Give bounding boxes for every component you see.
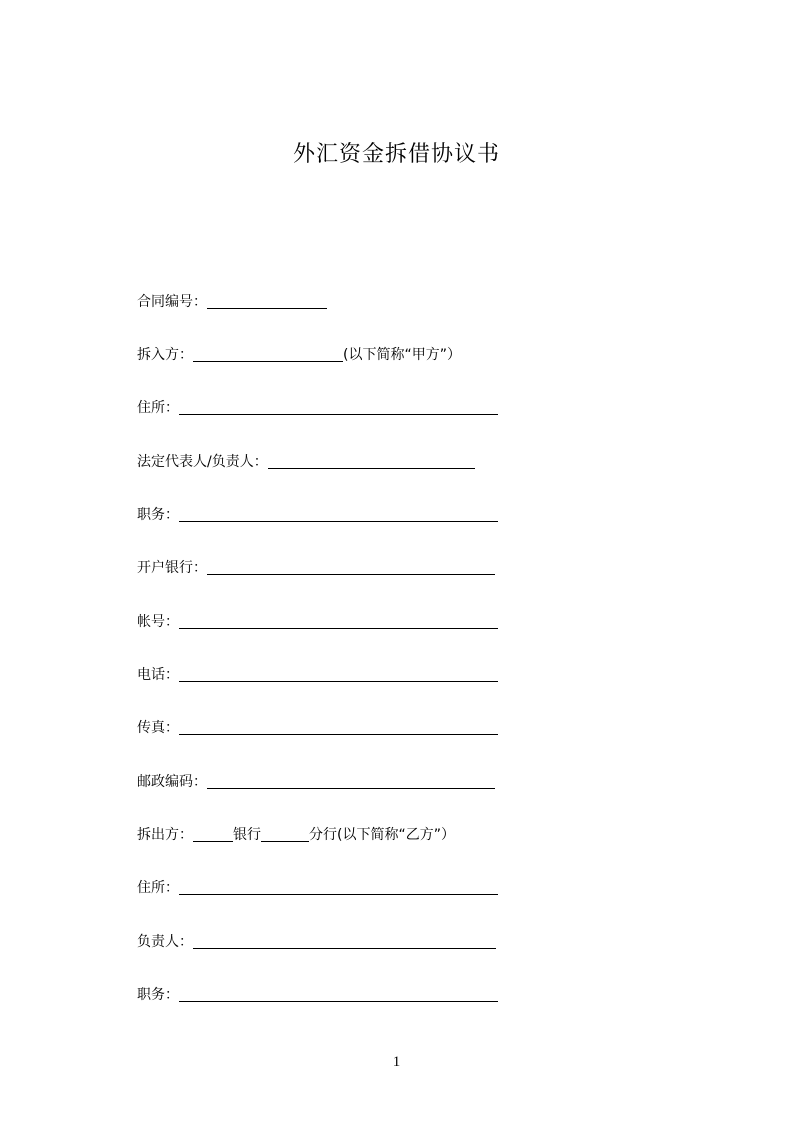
borrower-label: 拆入方： [137, 347, 193, 363]
borrower-title-blank[interactable] [179, 506, 498, 522]
borrower-address-blank[interactable] [179, 399, 498, 415]
lender-title-label: 职务： [137, 987, 179, 1003]
borrower-legal-rep-label: 法定代表人/负责人： [137, 454, 268, 470]
borrower-address-field [137, 396, 498, 418]
lender-title-blank[interactable] [179, 986, 498, 1002]
lender-head-field [137, 930, 496, 952]
borrower-fax-label: 传真： [137, 720, 179, 736]
borrower-address-label: 住所： [137, 400, 179, 416]
borrower-account-label: 帐号： [137, 614, 179, 630]
lender-title-field [137, 983, 498, 1005]
contract-no-blank[interactable] [207, 293, 327, 309]
borrower-name-blank[interactable] [193, 346, 343, 362]
lender-suffix: (以下简称“乙方”） [337, 827, 455, 843]
borrower-phone-field [137, 663, 498, 685]
lender-label: 拆出方： [137, 827, 193, 843]
lender-branch-blank[interactable] [261, 826, 309, 842]
contract-no-label: 合同编号： [137, 294, 207, 310]
lender-branch-text: 分行 [309, 827, 337, 843]
borrower-postcode-label: 邮政编码： [137, 774, 207, 790]
lender-address-label: 住所： [137, 880, 179, 896]
borrower-title-field [137, 503, 498, 525]
borrower-fax-field [137, 716, 498, 738]
borrower-postcode-blank[interactable] [207, 773, 495, 789]
lender-address-blank[interactable] [179, 879, 498, 895]
lender-head-label: 负责人： [137, 934, 193, 950]
lender-bank-blank[interactable] [193, 826, 233, 842]
lender-bank-text: 银行 [233, 827, 261, 843]
borrower-fax-blank[interactable] [179, 719, 498, 735]
borrower-title-label: 职务： [137, 507, 179, 523]
document-title: 外汇资金拆借协议书 [292, 142, 500, 167]
lender-field [137, 823, 455, 845]
contract-no-field [137, 290, 327, 312]
borrower-field [137, 343, 461, 365]
borrower-bank-blank[interactable] [207, 559, 495, 575]
lender-head-blank[interactable] [193, 933, 496, 949]
borrower-legal-rep-blank[interactable] [268, 453, 475, 469]
borrower-bank-label: 开户银行： [137, 560, 207, 576]
page-number: 1 [392, 1054, 401, 1070]
borrower-bank-field [137, 556, 495, 578]
borrower-phone-blank[interactable] [179, 666, 498, 682]
borrower-account-blank[interactable] [179, 613, 498, 629]
borrower-legal-rep-field [137, 450, 475, 472]
borrower-phone-label: 电话： [137, 667, 179, 683]
borrower-postcode-field [137, 770, 495, 792]
lender-address-field [137, 876, 498, 898]
borrower-suffix: (以下简称“甲方”） [343, 347, 461, 363]
borrower-account-field [137, 610, 498, 632]
